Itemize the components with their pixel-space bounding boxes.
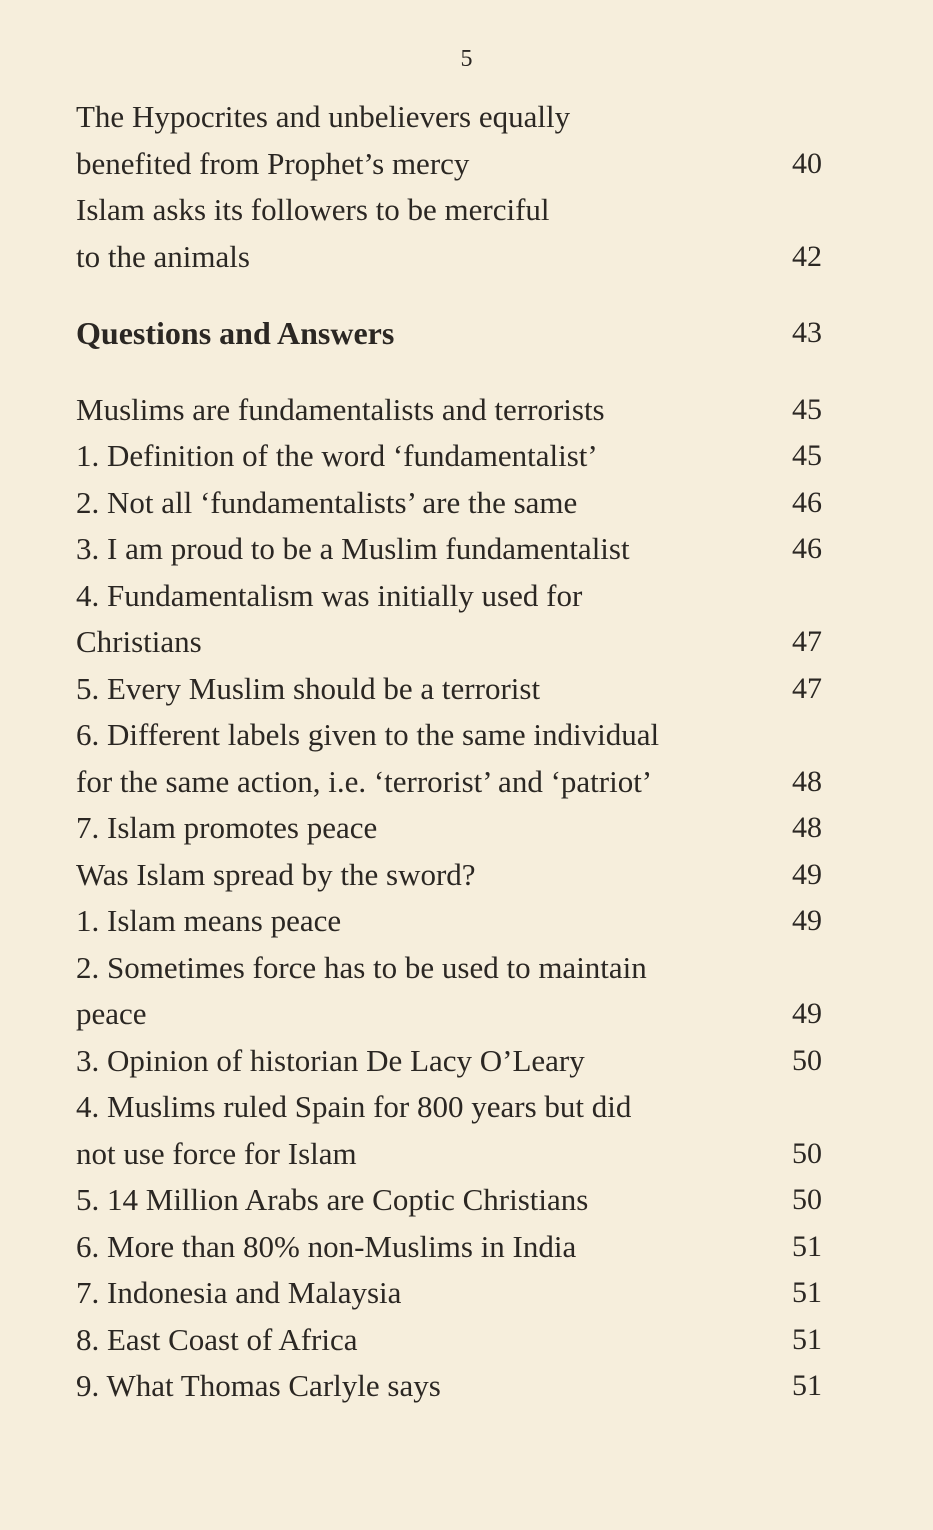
toc-entry	[76, 1038, 836, 1085]
toc-entry-title: 5. 14 Million Arabs are Coptic Christians	[76, 1182, 589, 1217]
toc-entry-page: 46	[792, 532, 822, 565]
toc-entry-title: 3. Opinion of historian De Lacy O’Leary	[76, 1042, 585, 1078]
toc-entry-title: 4. Fundamentalism was initially used for Christians	[76, 577, 583, 659]
toc-entry-title: 7. Indonesia and Malaysia	[76, 1275, 402, 1310]
toc-entry-page: 47	[792, 625, 822, 658]
toc-entry-page: 50	[792, 1183, 822, 1216]
toc-entry-title: 6. Different labels given to the same individual for the same action, i.e. ‘terrorist’ and ‘patriot’	[76, 717, 660, 799]
toc-entry-title: 1. Definition of the word ‘fundamentalist’	[76, 438, 598, 473]
toc-entry-title: 7. Islam promotes peace	[76, 810, 378, 845]
toc-entry-page: 51	[792, 1369, 822, 1402]
toc-entry-page: 51	[792, 1276, 822, 1309]
toc-entry-title: 3. I am proud to be a Muslim fundamentalist	[76, 531, 630, 566]
toc-entry-title: 1. Islam means peace	[76, 903, 342, 938]
toc-entry	[76, 898, 836, 945]
toc-entry-page: 47	[792, 671, 822, 705]
toc-entry-page: 51	[792, 1322, 822, 1356]
toc-entry-title: Was Islam spread by the sword?	[76, 856, 476, 892]
toc-entry-title: The Hypocrites and unbelievers equally benefited from Prophet’s mercy	[76, 99, 571, 181]
toc-section-heading	[76, 310, 836, 357]
toc-entry-title: Islam asks its followers to be merciful to the animals	[76, 192, 550, 274]
toc-entry	[76, 1177, 836, 1224]
toc-entry	[76, 387, 836, 434]
table-of-contents	[76, 94, 836, 1410]
toc-entry-title: 4. Muslims ruled Spain for 800 years but did not use force for Islam	[76, 1089, 632, 1171]
toc-entry	[76, 433, 836, 480]
toc-entry-page: 45	[792, 439, 822, 472]
page-number: 5	[460, 46, 473, 72]
toc-entry-title: 2. Sometimes force has to be used to maintain peace	[76, 949, 647, 1031]
toc-entry-page: 48	[792, 811, 822, 844]
toc-entry	[76, 1084, 836, 1177]
toc-entry-page: 50	[792, 1136, 822, 1170]
toc-entry	[76, 712, 836, 805]
toc-entry	[76, 480, 836, 527]
toc-entry	[76, 805, 836, 852]
toc-entry	[76, 1224, 836, 1271]
toc-entry	[76, 852, 836, 899]
toc-entry-page: 40	[792, 146, 822, 180]
toc-heading-page: 43	[792, 316, 822, 349]
toc-entry	[76, 1363, 836, 1410]
toc-entry-page: 46	[792, 485, 822, 519]
toc-entry	[76, 94, 836, 187]
toc-entry-page: 49	[792, 857, 822, 891]
toc-entry-page: 49	[792, 904, 822, 937]
toc-entry	[76, 1270, 836, 1317]
toc-entry	[76, 573, 836, 666]
toc-entry	[76, 666, 836, 713]
toc-entry	[76, 1317, 836, 1364]
toc-entry	[76, 526, 836, 573]
toc-entry-page: 50	[792, 1043, 822, 1077]
toc-heading-title: Questions and Answers	[76, 315, 395, 351]
toc-entry-page: 45	[792, 392, 822, 426]
toc-entry-page: 48	[792, 764, 822, 798]
toc-entry-title: 8. East Coast of Africa	[76, 1321, 358, 1357]
toc-entry	[76, 187, 836, 280]
toc-entry-page: 42	[792, 239, 822, 273]
toc-entry	[76, 945, 836, 1038]
toc-entry-title: 2. Not all ‘fundamentalists’ are the same	[76, 484, 578, 520]
toc-entry-page: 51	[792, 1229, 822, 1263]
toc-entry-title: Muslims are fundamentalists and terrorists	[76, 391, 605, 427]
toc-entry-title: 9. What Thomas Carlyle says	[76, 1368, 441, 1403]
toc-entry-title: 6. More than 80% non-Muslims in India	[76, 1228, 577, 1264]
toc-entry-page: 49	[792, 997, 822, 1030]
toc-entry-title: 5. Every Muslim should be a terrorist	[76, 670, 541, 706]
